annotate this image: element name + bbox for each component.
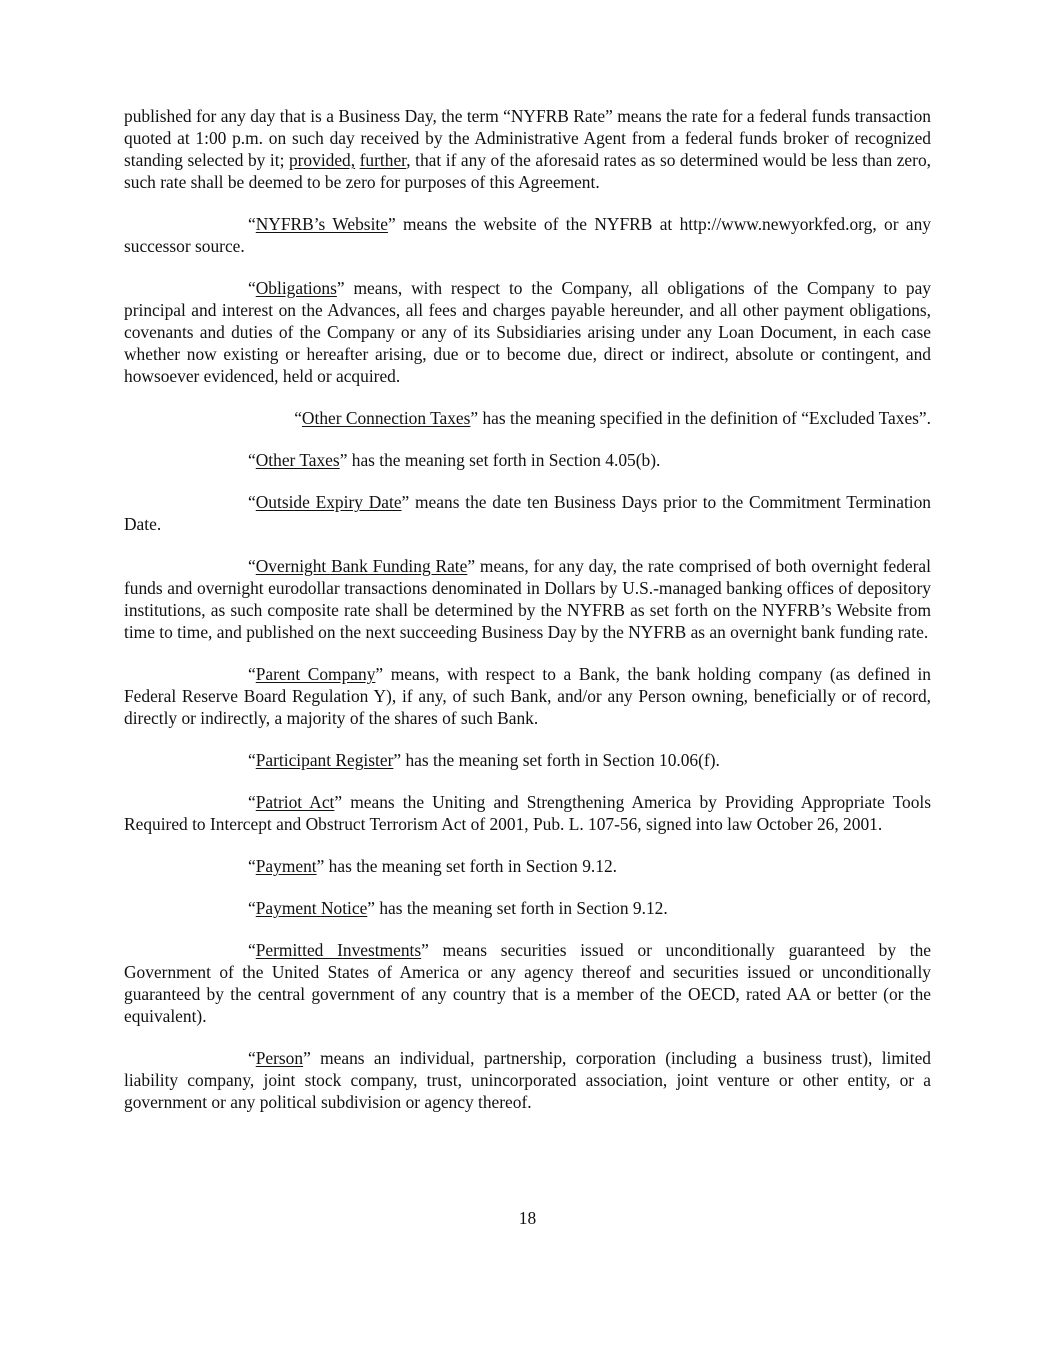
open-quote: “: [248, 664, 256, 684]
continuation-text-pre: published for any day that is a Business Day, the term “NYFRB Rate” means the rate for a federal funds transaction quoted at 1:00 p.m. on such day received by the Administrative Agent from a federal funds broker of recognized standing selected by it;: [124, 106, 931, 170]
definition-text: ” has the meaning set forth in Section 9.12.: [367, 898, 668, 918]
open-quote: “: [248, 856, 256, 876]
defined-term: Obligations: [255, 278, 337, 298]
provided-term: provided,: [288, 150, 356, 170]
defined-term: Payment Notice: [255, 898, 368, 918]
definition-text: ” means securities issued or unconditionally guaranteed by the Government of the United States of America or any agency thereof and securities issued or unconditionally guaranteed by the central government of any country that is a member of the OECD, rated AA or better (or the equivalent).: [124, 940, 932, 1026]
definition-text: ” has the meaning set forth in Section 10.06(f).: [393, 750, 720, 770]
definition-text: ” has the meaning set forth in Section 4.05(b).: [339, 450, 661, 470]
defined-term: Other Connection Taxes: [301, 408, 471, 428]
defined-term: Participant Register: [255, 750, 394, 770]
definition-other-taxes: [124, 449, 931, 471]
definition-overnight-bank-funding-rate: [124, 555, 931, 643]
open-quote: “: [248, 1048, 256, 1068]
definition-permitted-investments: [124, 939, 931, 1027]
defined-term: Permitted Investments: [255, 940, 422, 960]
open-quote: “: [248, 750, 256, 770]
definition-parent-company: [124, 663, 931, 729]
definition-nyfrbs-website: [124, 213, 931, 257]
definition-text: ” means the website of the NYFRB at http://www.newyorkfed.org, or any successor source.: [124, 214, 931, 256]
further-term: further: [359, 150, 407, 170]
definition-text: ” has the meaning specified in the definition of “Excluded Taxes”.: [470, 408, 931, 428]
definition-person: [124, 1047, 931, 1113]
defined-term: Other Taxes: [255, 450, 340, 470]
definition-text: ” means the Uniting and Strengthening America by Providing Appropriate Tools Required to Intercept and Obstruct Terrorism Act of 2001, Pub. L. 107-56, signed into law October 26, 2001.: [124, 792, 931, 834]
open-quote: “: [294, 408, 302, 428]
definition-text: ” means, with respect to a Bank, the bank holding company (as defined in Federal Reserve Board Regulation Y), if any, of such Bank, and/or any Person owning, beneficially or of record, directly or indirectly, a majority of the shares of such Bank.: [124, 664, 931, 728]
continuation-paragraph: [124, 105, 931, 193]
definition-text: ” means, for any day, the rate comprised of both overnight federal funds and overnight eurodollar transactions denominated in Dollars by U.S.-managed banking offices of depository institutions, as such composite rate shall be determined by the NYFRB as set forth on the NYFRB’s Website from time to time, and published on the next succeeding Business Day by the NYFRB as an overnight bank funding rate.: [124, 556, 931, 642]
page-number: 18: [518, 1208, 537, 1228]
definition-payment: [124, 855, 931, 877]
defined-term: Parent Company: [255, 664, 376, 684]
defined-term: Payment: [255, 856, 317, 876]
definition-text: ” means an individual, partnership, corporation (including a business trust), limited liability company, joint stock company, trust, unincorporated association, joint venture or other entity, or a government or any political subdivision or agency thereof.: [124, 1048, 931, 1112]
open-quote: “: [248, 940, 256, 960]
defined-term: Overnight Bank Funding Rate: [255, 556, 468, 576]
open-quote: “: [248, 450, 256, 470]
open-quote: “: [248, 492, 256, 512]
open-quote: “: [248, 792, 256, 812]
open-quote: “: [248, 898, 256, 918]
definition-other-connection-taxes: [124, 407, 931, 429]
definition-participant-register: [124, 749, 931, 771]
definition-patriot-act: [124, 791, 931, 835]
definition-obligations: [124, 277, 931, 387]
document-page: [124, 105, 931, 1133]
definition-text: ” means the date ten Business Days prior to the Commitment Termination Date.: [124, 492, 931, 534]
defined-term: Patriot Act: [255, 792, 335, 812]
defined-term: Person: [255, 1048, 304, 1068]
definition-payment-notice: [124, 897, 931, 919]
definition-text: ” has the meaning set forth in Section 9.12.: [316, 856, 617, 876]
definition-outside-expiry-date: [124, 491, 931, 535]
definition-text: ” means, with respect to the Company, all obligations of the Company to pay principal and interest on the Advances, all fees and charges payable hereunder, and all other payment obligations, covenants and duties of the Company or any of its Subsidiaries arising under any Loan Document, in each case whether now existing or hereafter arising, due or to become due, direct or indirect, absolute or contingent, and howsoever evidenced, held or acquired.: [124, 278, 931, 386]
defined-term: Outside Expiry Date: [255, 492, 402, 512]
continuation-text-post: , that if any of the aforesaid rates as so determined would be less than zero, such rate shall be deemed to be zero for purposes of this Agreement.: [124, 150, 931, 192]
open-quote: “: [248, 278, 256, 298]
defined-term: NYFRB’s Website: [255, 214, 388, 234]
open-quote: “: [248, 214, 256, 234]
open-quote: “: [248, 556, 256, 576]
